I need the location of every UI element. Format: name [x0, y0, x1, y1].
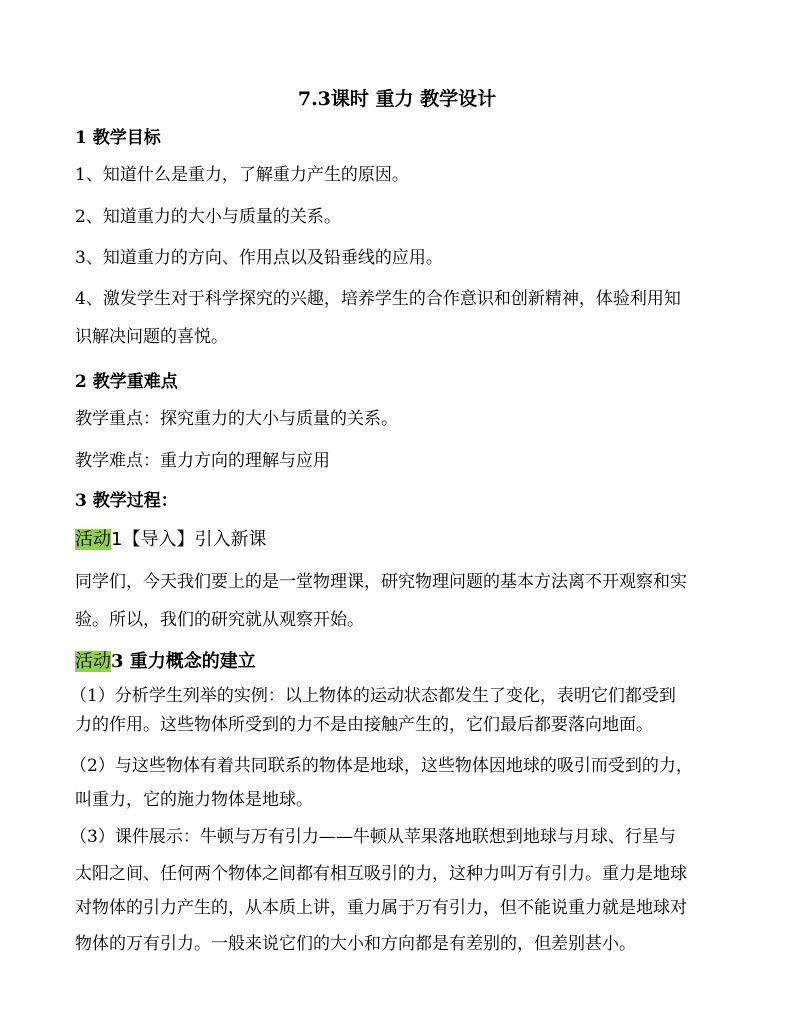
activity-1-line-1: 同学们，今天我们要上的是一堂物理课，研究物理问题的基本方法离不开观察和实 — [75, 572, 687, 592]
goal-item-3: 3、知道重力的方向、作用点以及铅垂线的应用。 — [75, 248, 443, 268]
document-title: 7.3课时 重力 教学设计 — [297, 88, 497, 110]
goal-item-1: 1、知道什么是重力，了解重力产生的原因。 — [75, 165, 409, 185]
activity-3-tag: 活动 — [75, 651, 111, 672]
section-heading-process: 3 教学过程： — [75, 491, 178, 511]
activity-3-line-7: 对物体的引力产生的，从本质上讲，重力属于万有引力，但不能说重力就是地球对 — [75, 898, 687, 918]
activity-3-line-2: 力的作用。这些物体所受到的力不是由接触产生的，它们最后都要落向地面。 — [75, 715, 653, 735]
section-heading-key-points: 2 教学重难点 — [75, 372, 178, 392]
activity-3-line-1: （1）分析学生列举的实例：以上物体的运动状态都发生了变化，表明它们都受到 — [70, 686, 676, 706]
activity-3-line-5: （3）课件展示：牛顿与万有引力——牛顿从苹果落地联想到地球与月球、行星与 — [70, 827, 676, 847]
goal-item-2: 2、知道重力的大小与质量的关系。 — [75, 207, 341, 227]
activity-1-tag: 活动 — [75, 529, 111, 550]
goal-item-4-continued: 识解决问题的喜悦。 — [75, 327, 228, 347]
key-focus: 教学重点：探究重力的大小与质量的关系。 — [75, 409, 398, 429]
activity-1-heading — [75, 528, 266, 552]
activity-1-line-2: 验。所以，我们的研究就从观察开始。 — [75, 610, 364, 630]
activity-3-line-4: 叫重力，它的施力物体是地球。 — [75, 790, 313, 810]
section-heading-goals: 1 教学目标 — [75, 128, 161, 148]
activity-3-line-3: （2）与这些物体有着共同联系的物体是地球，这些物体因地球的吸引而受到的力， — [70, 756, 693, 776]
key-difficulty: 教学难点：重力方向的理解与应用 — [75, 451, 330, 471]
activity-3-line-8: 物体的万有引力。一般来说它们的大小和方向都是有差别的，但差别甚小。 — [75, 934, 636, 954]
activity-3-label: 3 重力概念的建立 — [111, 651, 256, 672]
activity-1-label: 1【导入】引入新课 — [111, 529, 267, 550]
activity-3-line-6: 太阳之间、任何两个物体之间都有相互吸引的力，这种力叫万有引力。重力是地球 — [75, 864, 687, 884]
activity-3-heading — [75, 650, 256, 674]
goal-item-4: 4、激发学生对于科学探究的兴趣，培养学生的合作意识和创新精神，体验利用知 — [75, 289, 681, 309]
